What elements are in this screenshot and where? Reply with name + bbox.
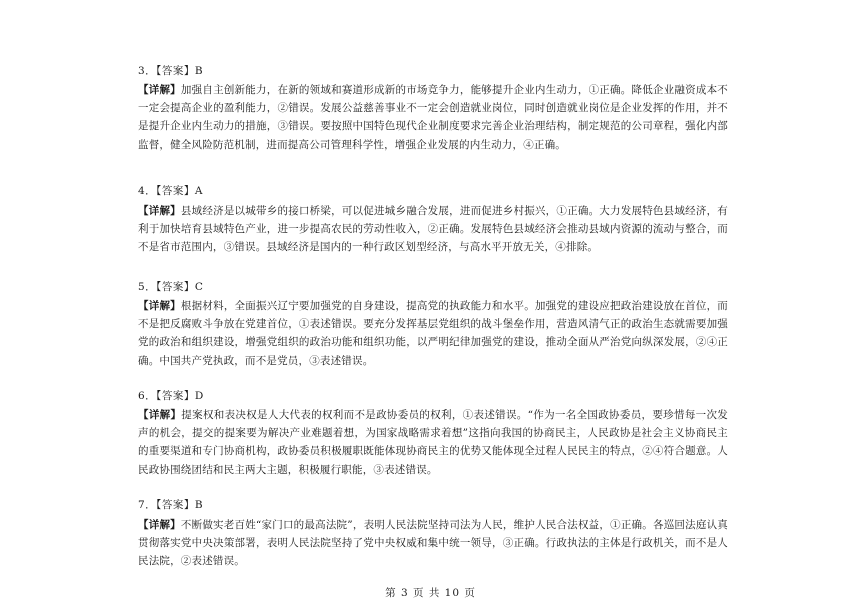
detail-tag: 【详解】 bbox=[138, 519, 181, 531]
answer-line-q4: 4．【答案】A bbox=[138, 185, 204, 197]
detail-text: 不断做实老百姓“家门口的最高法院”，表明人民法院坚持司法为人民，维护人民合法权益，①正确。各巡回法庭认真贯彻落实党中央决策部署，表明人民法院坚持了党中央权威和集中统一领导，③正确。行政执法的主体是行政机关，而不是人民法院，②表述错误。 bbox=[138, 519, 728, 568]
detail-tag: 【详解】 bbox=[138, 84, 181, 96]
detail-tag: 【详解】 bbox=[138, 409, 182, 421]
detail-tag: 【详解】 bbox=[138, 205, 181, 217]
page-number-footer: 第 3 页 共 10 页 bbox=[385, 587, 476, 599]
detail-text: 加强自主创新能力，在新的领域和赛道形成新的市场竞争力，能够提升企业内生动力，①正确。降低企业融资成本不一定会提高企业的盈利能力，②错误。发展公益慈善事业不一定会创造就业岗位，同时创造就业岗位是企业发挥的作用，并不是提升企业内生动力的措施，③错误。要按照中国特色现代企业制度要求完善企业治理结构，制定规范的公司章程，强化内部监督，健全风险防范机制，进而提高公司管理科学性，增强企业发展的内生动力，④正确。 bbox=[138, 84, 728, 151]
detail-text: 根据材料，全面振兴辽宁要加强党的自身建设，提高党的执政能力和水平。加强党的建设应把政治建设放在首位，而不是把反腐败斗争放在党建首位，①表述错误。要充分发挥基层党组织的战斗堡垒作用，营造风清气正的政治生态就需要加强党的政治和组织建设，增强党组织的政治功能和组织功能，以严明纪律加强党的建设，推动全面从严治党向纵深发展，②④正确。中国共产党执政，而不是党员，③表述错误。 bbox=[138, 300, 728, 367]
detail-text: 县域经济是以城带乡的接口桥梁，可以促进城乡融合发展，进而促进乡村振兴，①正确。大力发展特色县域经济，有利于加快培育县域特色产业，进一步提高农民的劳动性收入，②正确。发展特色县域经济会推动县域内资源的流动与整合，而不是省市范围内，③错误。县域经济是国内的一种行政区划型经济，与高水平开放无关，④排除。 bbox=[138, 205, 728, 254]
detail-text: 提案权和表决权是人大代表的权利而不是政协委员的权利，①表述错误。“作为一名全国政协委员，要珍惜每一次发声的机会，提交的提案要为解决产业难题着想，为国家战略需求着想”这指向我国的协商民主，人民政协是社会主义协商民主的重要渠道和专门协商机构，政协委员积极履职既能体现协商民主的优势又能体现全过程人民民主的特点，②④符合题意。人民政协围绕团结和民主两大主题，积极履行职能，③表述错误。 bbox=[138, 409, 728, 476]
detail-paragraph-q6 bbox=[138, 406, 728, 479]
detail-tag: 【详解】 bbox=[138, 300, 181, 312]
answer-line-q5: 5．【答案】C bbox=[138, 281, 204, 293]
answer-line-q6: 6．【答案】D bbox=[138, 390, 204, 402]
detail-paragraph-q7 bbox=[138, 516, 728, 571]
detail-paragraph-q4 bbox=[138, 202, 728, 257]
detail-paragraph-q3 bbox=[138, 81, 728, 154]
answer-line-q7: 7．【答案】B bbox=[138, 499, 204, 511]
detail-paragraph-q5 bbox=[138, 297, 728, 370]
answer-line-q3: 3．【答案】B bbox=[138, 65, 204, 77]
